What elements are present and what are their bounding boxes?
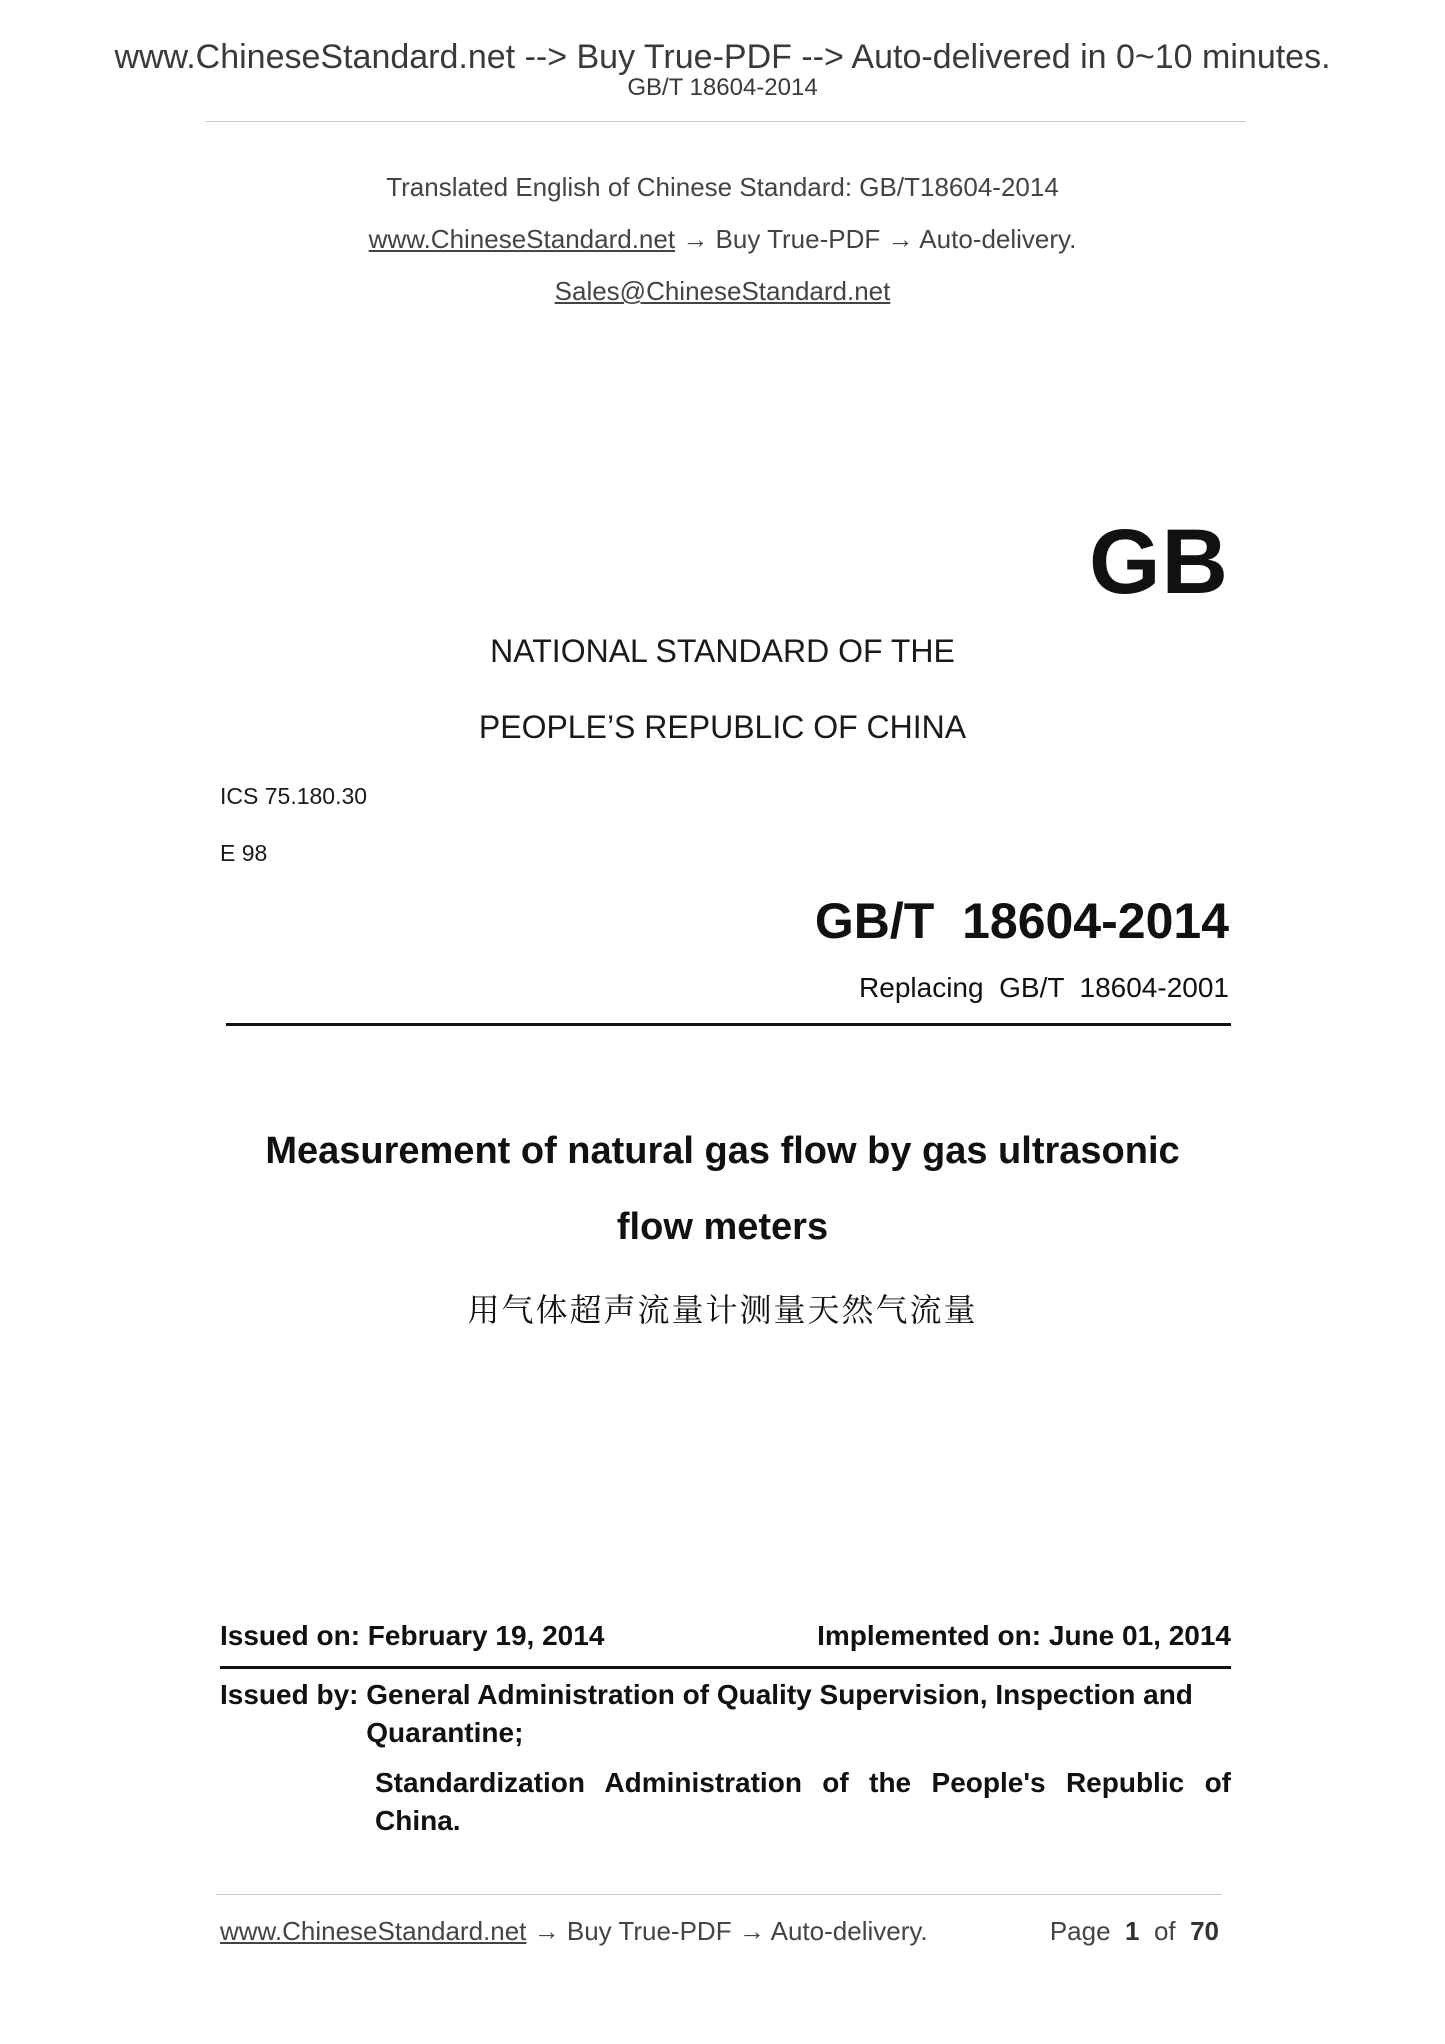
top-banner: www.ChineseStandard.net --> Buy True-PDF --> Auto-delivered in 0~10 minutes.: [114, 38, 1331, 76]
page-label: Page: [1049, 1916, 1111, 1946]
delivery-text: Auto-delivery.: [919, 224, 1077, 254]
issued-by-label: Issued by:: [220, 1679, 367, 1710]
footer-buy-text: Buy True-PDF: [566, 1916, 732, 1946]
page-total: 70: [1190, 1916, 1219, 1946]
issuer-1: General Administration of Quality Supervision, Inspection and Quarantine;: [366, 1679, 1193, 1748]
buy-text: Buy True-PDF: [715, 224, 881, 254]
issued-by-block: [220, 1676, 1231, 1840]
footer-delivery-text: Auto-delivery.: [770, 1916, 928, 1946]
arrow-right-icon: →: [533, 1916, 560, 1946]
national-standard-line-2: PEOPLE’S REPUBLIC OF CHINA: [478, 709, 967, 745]
purchase-line: [0, 224, 1445, 255]
standard-number-divider: [226, 1023, 1231, 1026]
ics-code: ICS 75.180.30: [220, 783, 368, 809]
sales-email-link[interactable]: Sales@ChineseStandard.net: [554, 276, 891, 306]
dates-divider: [220, 1666, 1231, 1669]
dates-row: [220, 1620, 1231, 1652]
national-standard-line-1: NATIONAL STANDARD OF THE: [490, 633, 955, 669]
footer-divider: [216, 1894, 1222, 1895]
standard-number: GB/T 18604-2014: [814, 893, 1229, 949]
title-english-line-2: flow meters: [616, 1206, 829, 1248]
email-line: [0, 276, 1445, 307]
implemented-on-date: Implemented on: June 01, 2014: [817, 1620, 1231, 1651]
replacing-standard: Replacing GB/T 18604-2001: [859, 972, 1229, 1003]
arrow-right-icon: →: [682, 224, 709, 254]
arrow-right-icon: →: [738, 1916, 765, 1946]
running-header-code: GB/T 18604-2014: [627, 74, 818, 101]
page-number: 1: [1125, 1916, 1140, 1946]
of-label: of: [1153, 1916, 1176, 1946]
header-divider: [206, 121, 1246, 122]
issued-on-date: Issued on: February 19, 2014: [220, 1620, 605, 1651]
ccs-code: E 98: [220, 840, 268, 866]
page-indicator: [1050, 1916, 1219, 1947]
title-chinese: 用气体超声流量计测量天然气流量: [467, 1292, 978, 1328]
arrow-right-icon: →: [887, 224, 914, 254]
footer-purchase-line: [220, 1916, 928, 1947]
gb-logo-mark: GB: [1089, 511, 1229, 613]
footer-site-link[interactable]: www.ChineseStandard.net: [220, 1916, 527, 1946]
issuer-2: Standardization Administration of the People's Republic of China.: [375, 1767, 1231, 1836]
title-english-line-1: Measurement of natural gas flow by gas ultrasonic: [265, 1130, 1180, 1172]
translated-standard-line: Translated English of Chinese Standard: GB/T18604-2014: [386, 172, 1059, 202]
site-link[interactable]: www.ChineseStandard.net: [368, 224, 676, 254]
